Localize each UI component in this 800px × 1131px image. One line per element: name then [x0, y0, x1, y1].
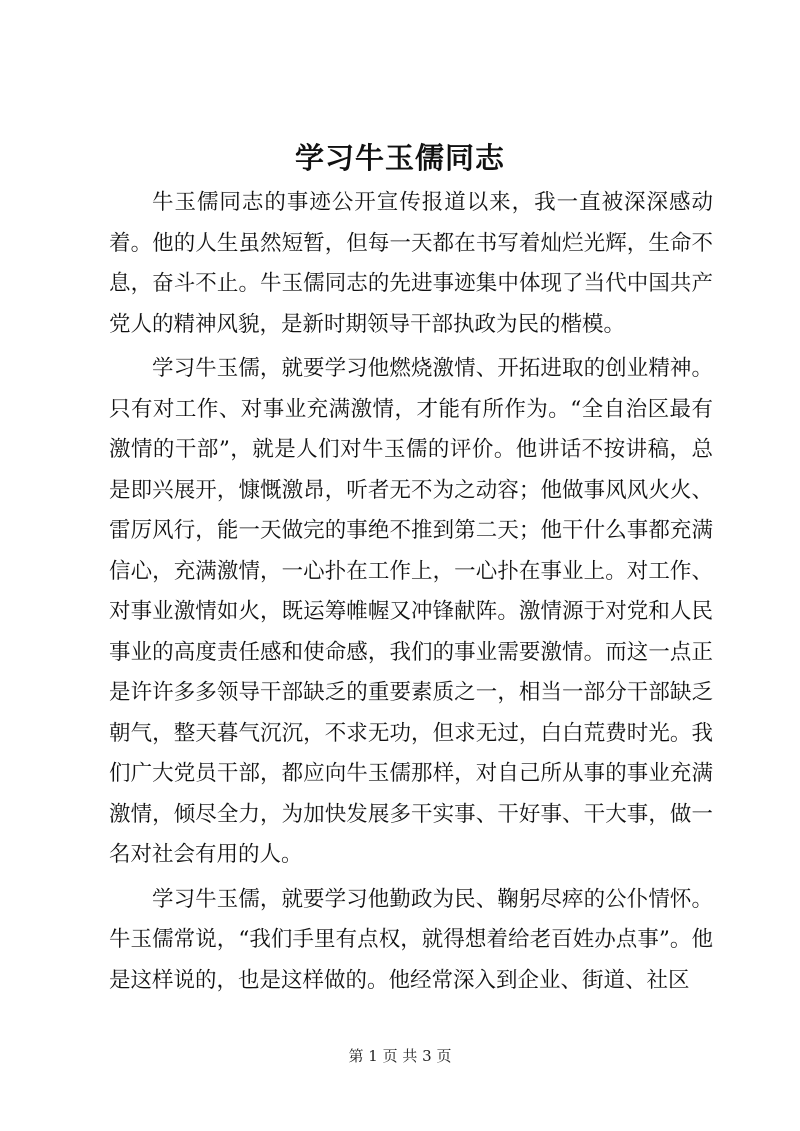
document-title: 学习牛玉儒同志	[294, 141, 505, 175]
page-footer: 第 1 页 共 3 页	[348, 1047, 452, 1065]
document-body	[109, 183, 713, 1005]
paragraph: 牛玉儒同志的事迹公开宣传报道以来，我一直被深深感动着。他的人生虽然短暂，但每一天都在书写着灿烂光辉，生命不息，奋斗不止。牛玉儒同志的先进事迹集中体现了当代中国共产党人的精神风貌，是新时期领导干部执政为民的楷模。	[109, 190, 713, 337]
paragraph: 学习牛玉儒，就要学习他勤政为民、鞠躬尽瘁的公仆情怀。牛玉儒常说，“我们手里有点权，就得想着给老百姓办点事”。他是这样说的，也是这样做的。他经常深入到企业、街道、社区	[109, 886, 713, 993]
paragraph: 学习牛玉儒，就要学习他燃烧激情、开拓进取的创业精神。只有对工作、对事业充满激情，才能有所作为。“全自治区最有激情的干部”，就是人们对牛玉儒的评价。他讲话不按讲稿，总是即兴展开，慷慨激昂，听者无不为之动容；他做事风风火火、雷厉风行，能一天做完的事绝不推到第二天；他干什么事都充满信心，充满激情，一心扑在工作上，一心扑在事业上。对工作、对事业激情如火，既运筹帷幄又冲锋献阵。激情源于对党和人民事业的高度责任感和使命感，我们的事业需要激情。而这一点正是许许多多领导干部缺乏的重要素质之一，相当一部分干部缺乏朝气，整天暮气沉沉，不求无功，但求无过，白白荒费时光。我们广大党员干部，都应向牛玉儒那样，对自己所从事的事业充满激情，倾尽全力，为加快发展多干实事、干好事、干大事，做一名对社会有用的人。	[109, 356, 713, 867]
